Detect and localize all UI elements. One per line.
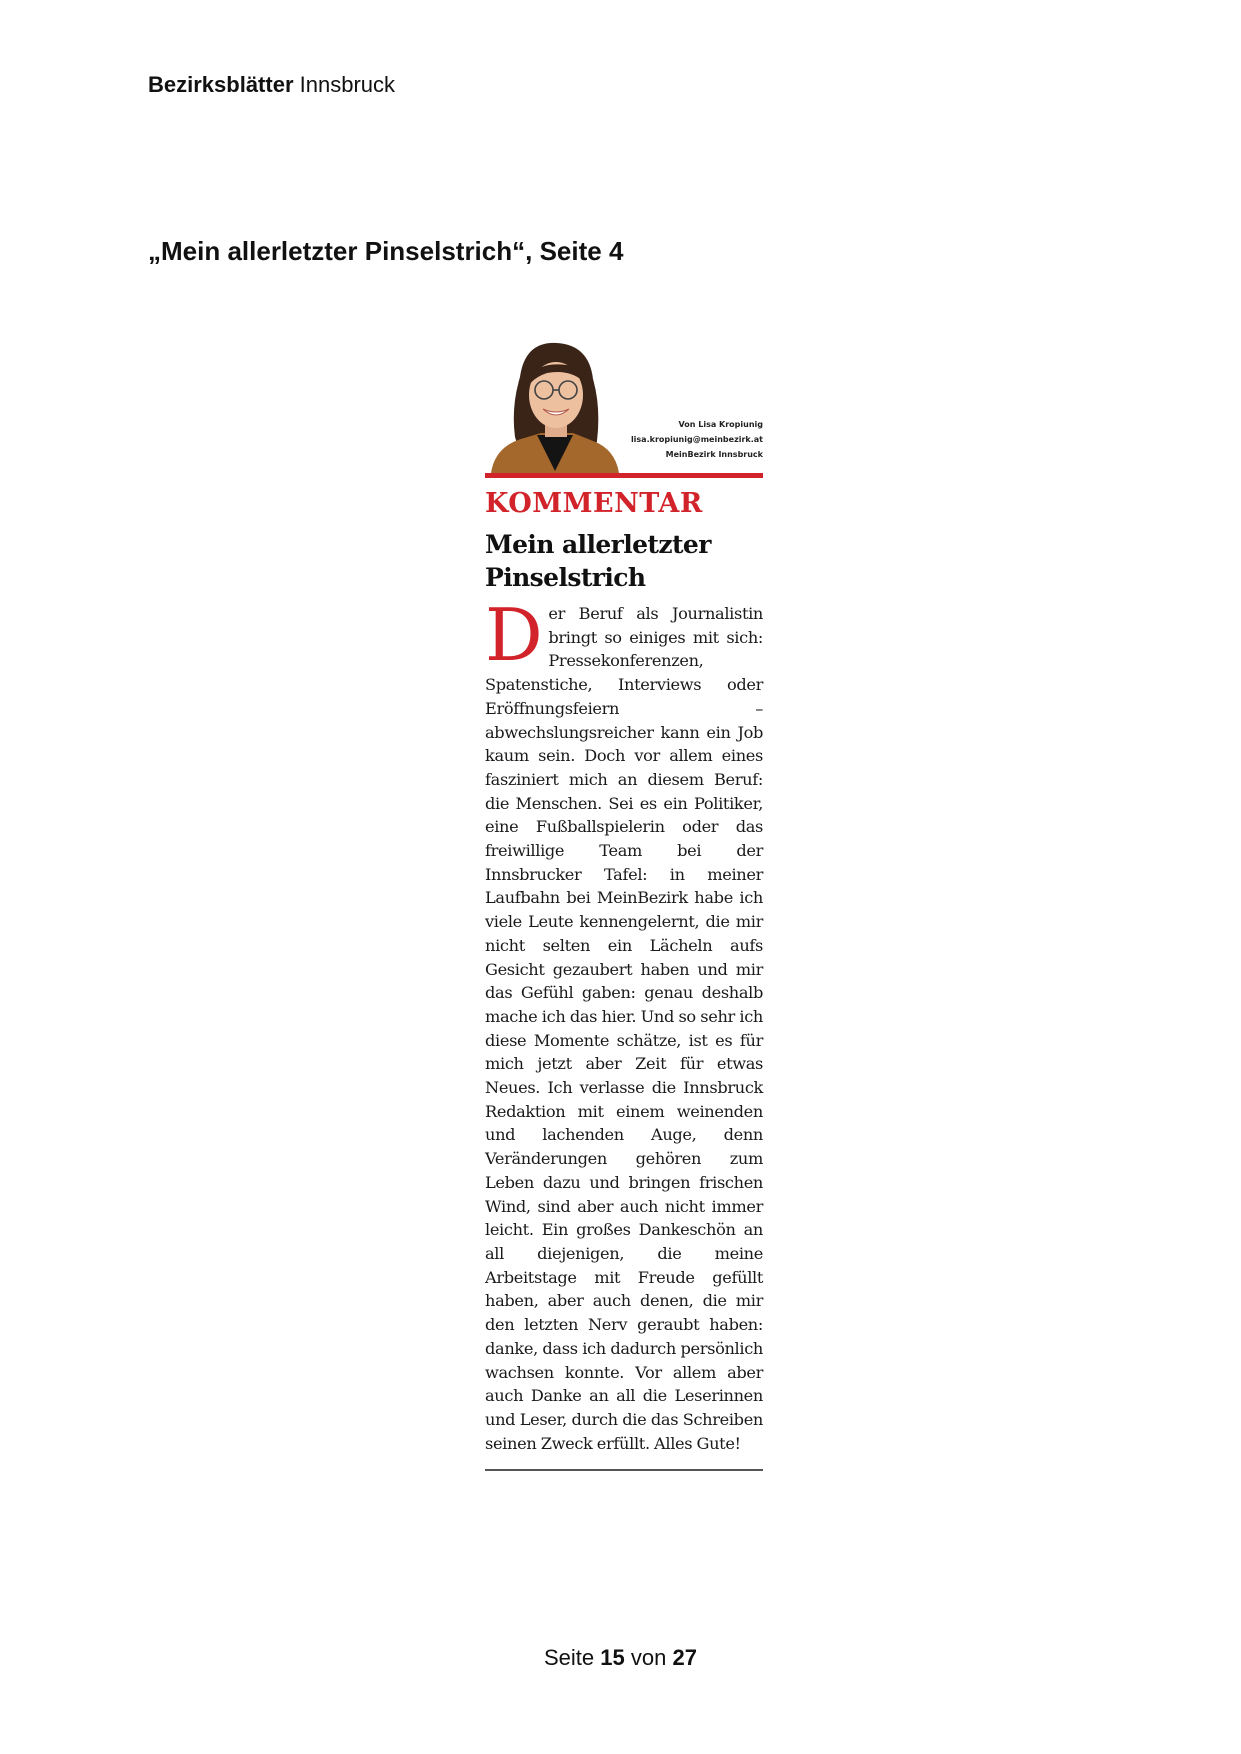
author-portrait [485,337,625,473]
article-headline: Mein allerletzter Pinselstrich [485,530,711,592]
footer-prefix: Seite [544,1645,595,1670]
drop-cap: D [485,593,543,677]
byline-outlet: MeinBezirk Innsbruck [665,450,763,459]
publication-name: Bezirksblätter [148,72,294,97]
newspaper-clipping [485,337,763,1497]
red-divider [485,473,763,478]
document-title: „Mein allerletzter Pinselstrich“, Seite 4 [148,236,624,266]
article-kicker: KOMMENTAR [485,488,703,519]
current-page: 15 [600,1645,625,1670]
author-box [485,337,763,473]
byline [631,417,763,462]
document-header [148,72,395,98]
article-body [485,593,763,1455]
end-divider [485,1469,763,1471]
footer-separator: von [630,1645,667,1670]
page-footer [0,1645,1241,1671]
edition-name: Innsbruck [299,72,396,97]
total-pages: 27 [672,1645,697,1670]
article-body-text: er Beruf als Journalistin bringt so einiges mit sich: Pressekonferenzen, Spatenstiche, Interviews oder Eröffnungsfeiern – abwechslungsreicher kann ein Job kaum sein. Doch vor allem eines fasziniert mich an diesem Beruf: die Menschen. Sei es ein Politiker, eine Fußballspielerin oder das freiwillige Team bei der Innsbrucker Tafel: in meiner Laufbahn bei MeinBezirk habe ich viele Leute kennengelernt, die mir nicht selten ein Lächeln aufs Gesicht gezaubert haben und mir das Gefühl gaben: genau deshalb mache ich das hier. Und so sehr ich diese Momente schätze, ist es für mich jetzt aber Zeit für etwas Neues. Ich verlasse die Innsbruck Redaktion mit einem weinenden und lachenden Auge, denn Veränderungen gehören zum Leben dazu und bringen frischen Wind, sind aber auch nicht immer leicht. Ein großes Dankeschön an all diejenigen, die meine Arbeitstage mit Freude gefüllt haben, aber auch denen, die mir den letzten Nerv geraubt haben: danke, dass ich dadurch persönlich wachsen konnte. Vor allem aber auch Danke an all die Leserinnen und Leser, durch die das Schreiben seinen Zweck erfüllt. Alles Gute! [485,604,763,1453]
byline-author: Von Lisa Kropiunig [678,420,763,429]
byline-email: lisa.kropiunig@meinbezirk.at [630,435,763,444]
